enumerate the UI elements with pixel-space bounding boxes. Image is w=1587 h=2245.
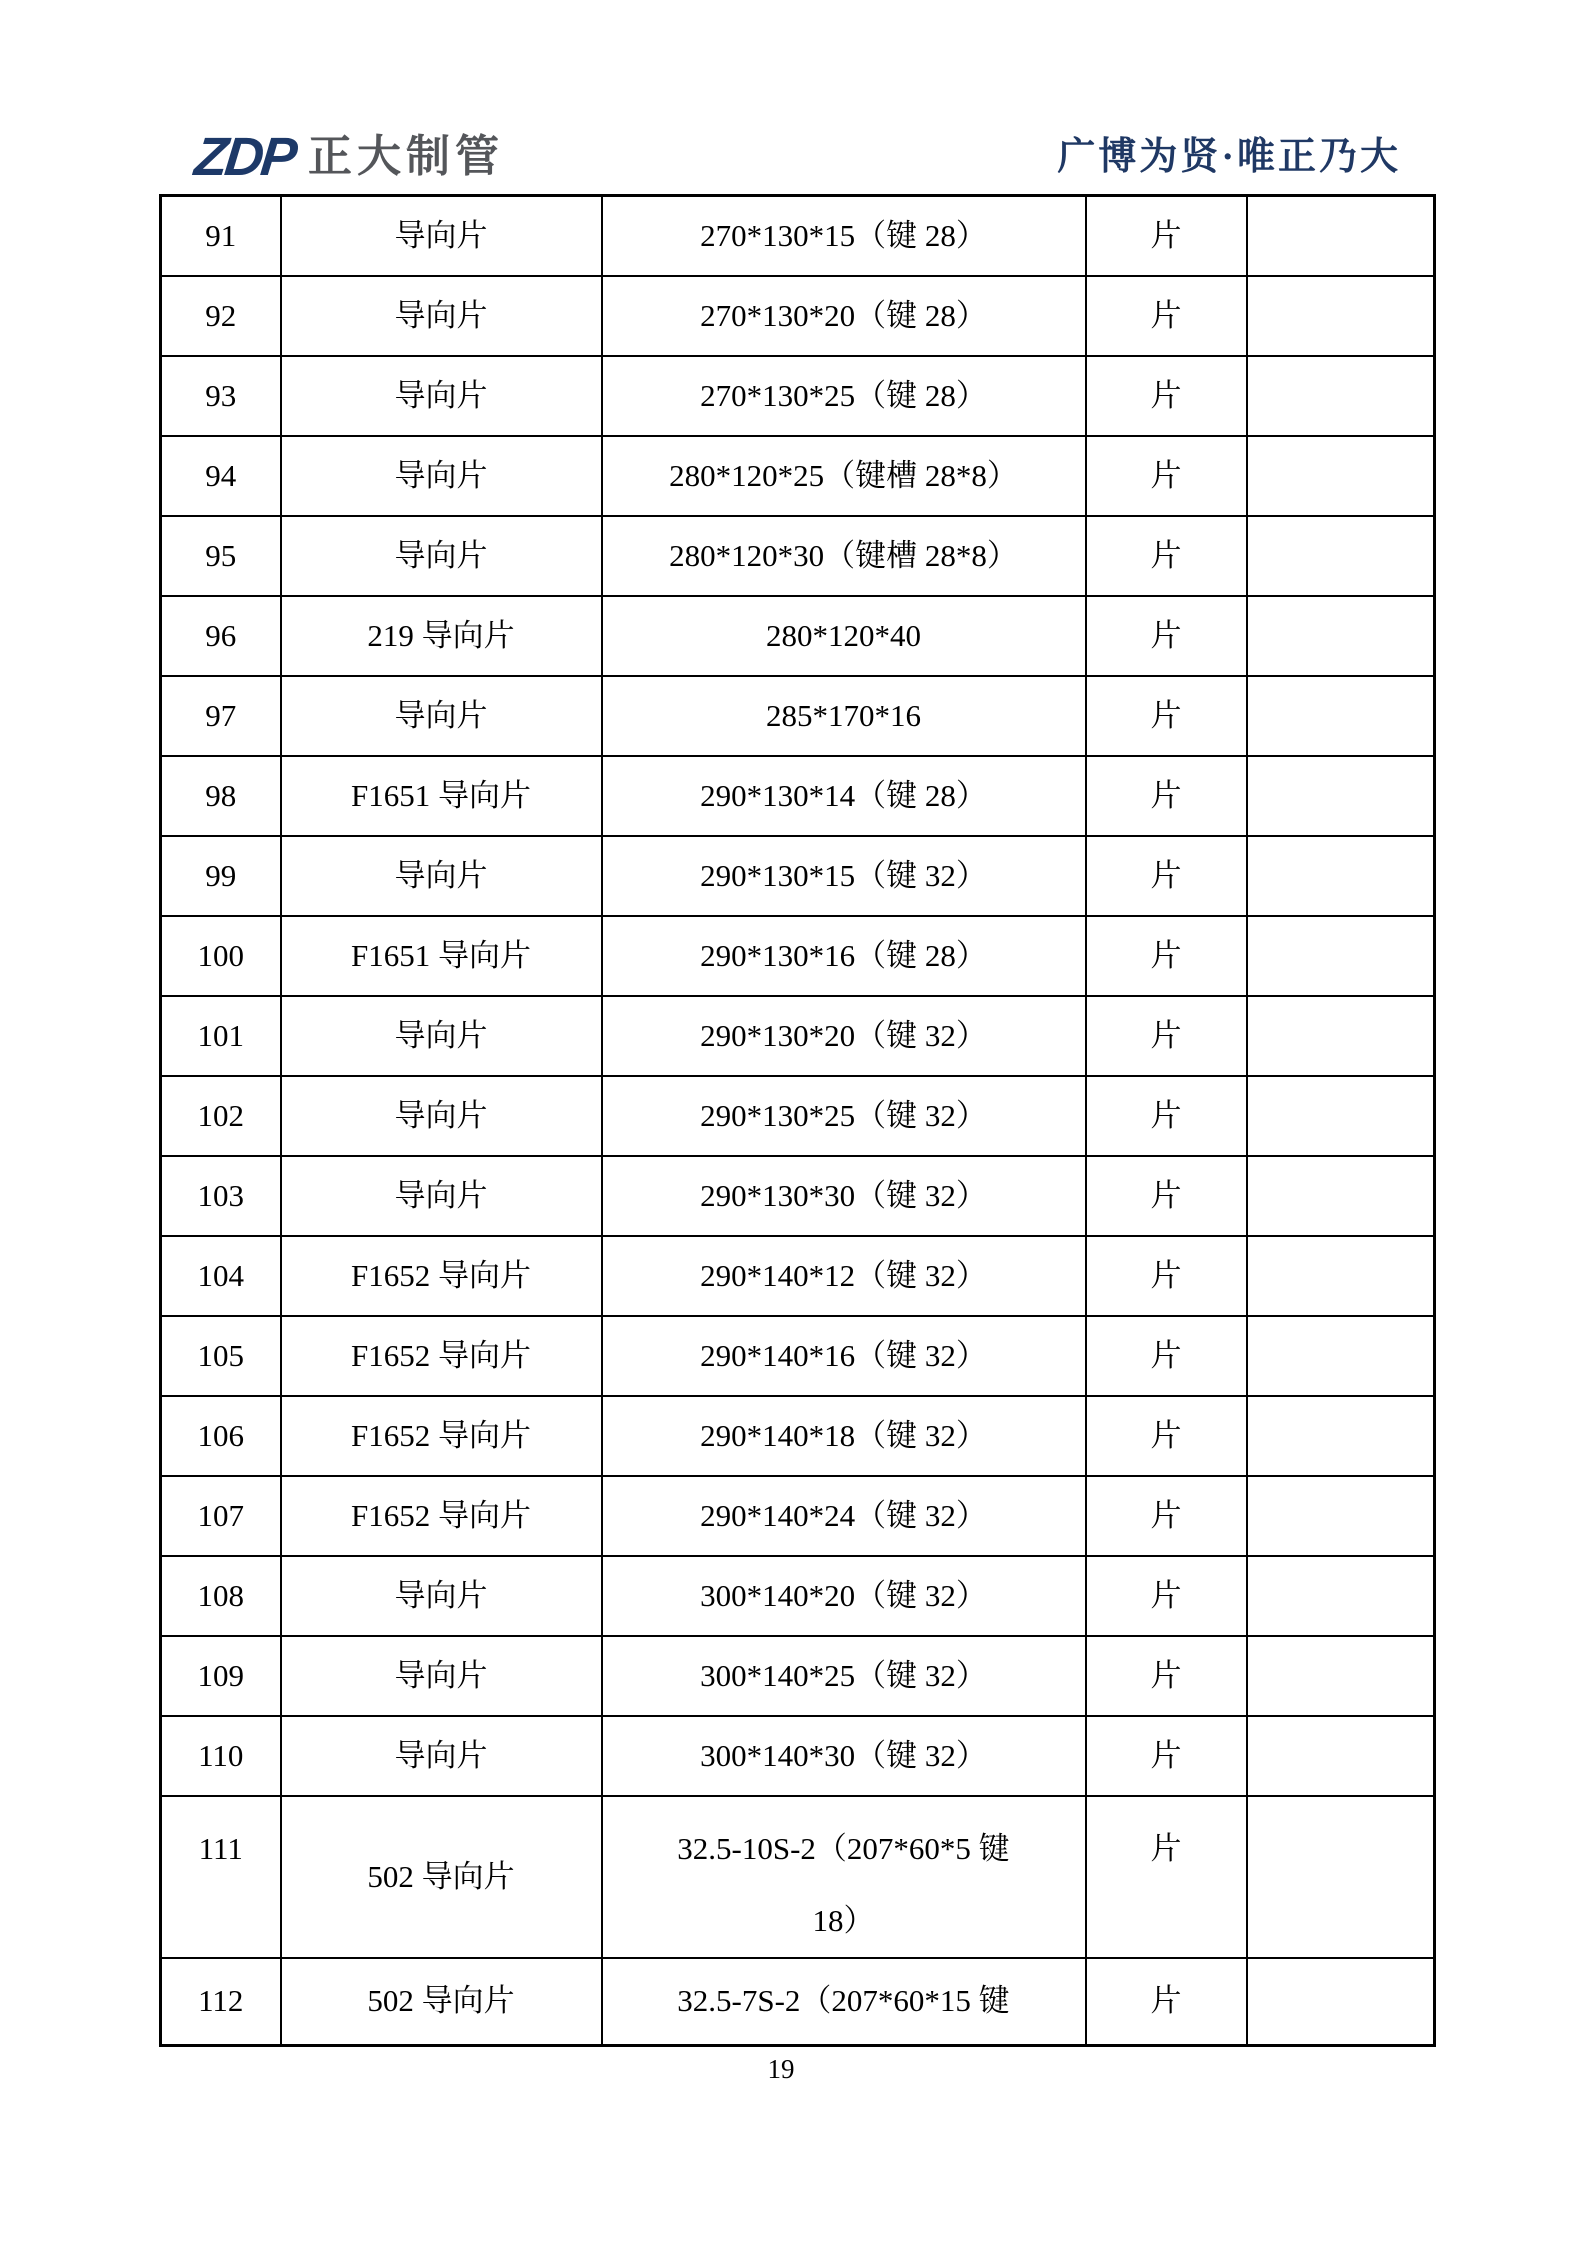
unit-cell	[1086, 1796, 1247, 1958]
part-name-cell	[281, 1958, 602, 2046]
unit-cell	[1086, 1556, 1247, 1636]
spec-cell	[602, 916, 1086, 996]
part-name-cell	[281, 1796, 602, 1958]
spec-line: 290*130*16（键 28）	[700, 937, 987, 973]
table-row	[161, 436, 1435, 516]
unit-cell-text: 片	[1150, 1497, 1182, 1533]
unit-cell-text: 片	[1150, 537, 1182, 573]
spec-line: 280*120*40	[766, 617, 921, 653]
unit-cell-text: 片	[1150, 457, 1182, 493]
part-name-cell-text: F1652 导向片	[351, 1337, 531, 1373]
unit-cell	[1086, 916, 1247, 996]
spec-line: 280*120*30（键槽 28*8）	[669, 537, 1018, 573]
table-row	[161, 1396, 1435, 1476]
part-name-cell	[281, 1476, 602, 1556]
part-name-cell	[281, 916, 602, 996]
row-number-cell-text: 104	[197, 1257, 244, 1293]
note-cell	[1247, 596, 1435, 676]
row-number-cell-text: 109	[197, 1657, 244, 1693]
spec-cell	[602, 1076, 1086, 1156]
note-cell	[1247, 676, 1435, 756]
part-name-cell	[281, 1556, 602, 1636]
spec-cell	[602, 1396, 1086, 1476]
spec-line: 280*120*25（键槽 28*8）	[669, 457, 1018, 493]
unit-cell	[1086, 1236, 1247, 1316]
row-number-cell	[161, 1636, 281, 1716]
row-number-cell	[161, 196, 281, 276]
table-row	[161, 1796, 1435, 1958]
spec-cell	[602, 516, 1086, 596]
spec-line: 290*130*15（键 32）	[700, 857, 987, 893]
part-name-cell-text: 导向片	[394, 537, 488, 573]
part-name-cell-text: 导向片	[394, 1097, 488, 1133]
part-name-cell	[281, 1156, 602, 1236]
zdp-logo-mark: ZDP	[191, 127, 298, 187]
part-name-cell-text: 导向片	[394, 1017, 488, 1053]
note-cell	[1247, 196, 1435, 276]
part-name-cell-text: 导向片	[394, 857, 488, 893]
spec-cell	[602, 676, 1086, 756]
spec-line: 18）	[812, 1902, 875, 1938]
unit-cell	[1086, 1636, 1247, 1716]
row-number-cell-text: 94	[205, 457, 237, 493]
unit-cell-text: 片	[1150, 617, 1182, 653]
unit-cell	[1086, 756, 1247, 836]
spec-line: 32.5-7S-2（207*60*15 键	[677, 1983, 1010, 2019]
unit-cell	[1086, 1476, 1247, 1556]
part-name-cell	[281, 1316, 602, 1396]
row-number-cell-text: 97	[205, 697, 237, 733]
table-row	[161, 676, 1435, 756]
row-number-cell-text: 112	[198, 1983, 244, 2019]
spec-line: 290*130*14（键 28）	[700, 777, 987, 813]
unit-cell	[1086, 996, 1247, 1076]
spec-line: 300*140*20（键 32）	[700, 1577, 987, 1613]
unit-cell	[1086, 356, 1247, 436]
part-name-cell	[281, 516, 602, 596]
note-cell	[1247, 916, 1435, 996]
note-cell	[1247, 1076, 1435, 1156]
row-number-cell-text: 92	[205, 297, 237, 333]
spec-cell	[602, 1316, 1086, 1396]
row-number-cell	[161, 1476, 281, 1556]
table-row	[161, 356, 1435, 436]
row-number-cell-text: 99	[205, 857, 237, 893]
table-row	[161, 1716, 1435, 1796]
note-cell	[1247, 1958, 1435, 2046]
row-number-cell-text: 110	[198, 1737, 244, 1773]
unit-cell-text: 片	[1150, 217, 1182, 253]
note-cell	[1247, 1236, 1435, 1316]
spec-line: 32.5-10S-2（207*60*5 键	[677, 1830, 1010, 1866]
part-name-cell	[281, 1236, 602, 1316]
company-logo	[191, 127, 504, 187]
spec-line: 290*140*16（键 32）	[700, 1337, 987, 1373]
unit-cell	[1086, 436, 1247, 516]
row-number-cell-text: 100	[197, 937, 244, 973]
table-row	[161, 196, 1435, 276]
row-number-cell	[161, 516, 281, 596]
part-name-cell	[281, 756, 602, 836]
unit-cell-text: 片	[1150, 1830, 1182, 1866]
spec-line: 270*130*15（键 28）	[700, 217, 987, 253]
unit-cell-text: 片	[1150, 1177, 1182, 1213]
unit-cell	[1086, 596, 1247, 676]
spec-cell	[602, 1796, 1086, 1958]
row-number-cell	[161, 1156, 281, 1236]
row-number-cell	[161, 916, 281, 996]
spec-cell	[602, 1556, 1086, 1636]
row-number-cell-text: 96	[205, 617, 237, 653]
table-row	[161, 836, 1435, 916]
table-row	[161, 1156, 1435, 1236]
unit-cell-text: 片	[1150, 1417, 1182, 1453]
unit-cell-text: 片	[1150, 1737, 1182, 1773]
row-number-cell	[161, 436, 281, 516]
spec-line: 290*130*30（键 32）	[700, 1177, 987, 1213]
table-row	[161, 276, 1435, 356]
spec-line: 290*140*12（键 32）	[700, 1257, 987, 1293]
unit-cell-text: 片	[1150, 297, 1182, 333]
part-name-cell-text: 导向片	[394, 377, 488, 413]
note-cell	[1247, 1716, 1435, 1796]
spec-line: 290*140*24（键 32）	[700, 1497, 987, 1533]
row-number-cell	[161, 356, 281, 436]
row-number-cell	[161, 1716, 281, 1796]
spec-line: 290*130*25（键 32）	[700, 1097, 987, 1133]
part-name-cell	[281, 836, 602, 916]
note-cell	[1247, 1636, 1435, 1716]
row-number-cell	[161, 276, 281, 356]
row-number-cell	[161, 996, 281, 1076]
part-name-cell-text: 502 导向片	[367, 1983, 515, 2019]
unit-cell-text: 片	[1150, 697, 1182, 733]
row-number-cell-text: 91	[205, 217, 237, 253]
unit-cell	[1086, 1076, 1247, 1156]
unit-cell	[1086, 1716, 1247, 1796]
unit-cell-text: 片	[1150, 1577, 1182, 1613]
row-number-cell	[161, 1316, 281, 1396]
table-row	[161, 1636, 1435, 1716]
spec-cell	[602, 1476, 1086, 1556]
unit-cell	[1086, 516, 1247, 596]
spec-cell	[602, 1236, 1086, 1316]
note-cell	[1247, 1556, 1435, 1636]
table-row	[161, 1958, 1435, 2046]
row-number-cell	[161, 1076, 281, 1156]
part-name-cell-text: 导向片	[394, 1657, 488, 1693]
unit-cell	[1086, 1958, 1247, 2046]
row-number-cell-text: 107	[197, 1497, 244, 1533]
note-cell	[1247, 756, 1435, 836]
note-cell	[1247, 1156, 1435, 1236]
unit-cell-text: 片	[1150, 857, 1182, 893]
unit-cell-text: 片	[1150, 377, 1182, 413]
spec-line: 290*130*20（键 32）	[700, 1017, 987, 1053]
spec-line: 270*130*20（键 28）	[700, 297, 987, 333]
part-name-cell	[281, 596, 602, 676]
note-cell	[1247, 1316, 1435, 1396]
part-name-cell-text: F1652 导向片	[351, 1497, 531, 1533]
table-row	[161, 1236, 1435, 1316]
row-number-cell	[161, 1236, 281, 1316]
part-name-cell	[281, 1076, 602, 1156]
row-number-cell	[161, 676, 281, 756]
part-name-cell	[281, 676, 602, 756]
note-cell	[1247, 1396, 1435, 1476]
spec-cell	[602, 196, 1086, 276]
part-name-cell	[281, 276, 602, 356]
part-name-cell-text: 导向片	[394, 1737, 488, 1773]
note-cell	[1247, 276, 1435, 356]
spec-line: 270*130*25（键 28）	[700, 377, 987, 413]
note-cell	[1247, 356, 1435, 436]
row-number-cell-text: 93	[205, 377, 237, 413]
row-number-cell-text: 101	[197, 1017, 244, 1053]
note-cell	[1247, 996, 1435, 1076]
unit-cell	[1086, 1156, 1247, 1236]
spec-cell	[602, 1156, 1086, 1236]
part-name-cell-text: 导向片	[394, 1177, 488, 1213]
part-name-cell	[281, 1636, 602, 1716]
spec-cell	[602, 836, 1086, 916]
unit-cell	[1086, 196, 1247, 276]
unit-cell-text: 片	[1150, 937, 1182, 973]
spec-cell	[602, 276, 1086, 356]
unit-cell-text: 片	[1150, 1983, 1182, 2019]
page-number: 19	[767, 2054, 795, 2084]
part-name-cell-text: 导向片	[394, 457, 488, 493]
parts-table	[159, 194, 1436, 2047]
spec-line: 300*140*30（键 32）	[700, 1737, 987, 1773]
unit-cell-text: 片	[1150, 1257, 1182, 1293]
row-number-cell-text: 108	[197, 1577, 244, 1613]
row-number-cell-text: 103	[197, 1177, 244, 1213]
note-cell	[1247, 1796, 1435, 1958]
row-number-cell-text: 111	[198, 1830, 243, 1866]
part-name-cell	[281, 196, 602, 276]
row-number-cell-text: 98	[205, 777, 237, 813]
row-number-cell-text: 102	[197, 1097, 244, 1133]
spec-line: 290*140*18（键 32）	[700, 1417, 987, 1453]
part-name-cell-text: F1651 导向片	[351, 937, 531, 973]
table-row	[161, 516, 1435, 596]
part-name-cell	[281, 996, 602, 1076]
part-name-cell-text: 导向片	[394, 217, 488, 253]
part-name-cell	[281, 1716, 602, 1796]
spec-cell	[602, 436, 1086, 516]
spec-cell	[602, 356, 1086, 436]
row-number-cell-text: 105	[197, 1337, 244, 1373]
spec-cell	[602, 756, 1086, 836]
row-number-cell	[161, 1958, 281, 2046]
part-name-cell-text: F1652 导向片	[351, 1257, 531, 1293]
part-name-cell-text: F1651 导向片	[351, 777, 531, 813]
unit-cell	[1086, 1396, 1247, 1476]
row-number-cell	[161, 1396, 281, 1476]
part-name-cell	[281, 356, 602, 436]
unit-cell	[1086, 676, 1247, 756]
spec-cell	[602, 996, 1086, 1076]
unit-cell-text: 片	[1150, 777, 1182, 813]
note-cell	[1247, 836, 1435, 916]
spec-cell	[602, 1958, 1086, 2046]
table-row	[161, 916, 1435, 996]
note-cell	[1247, 1476, 1435, 1556]
part-name-cell	[281, 436, 602, 516]
part-name-cell	[281, 1396, 602, 1476]
note-cell	[1247, 516, 1435, 596]
company-name: 正大制管	[308, 132, 504, 181]
row-number-cell-text: 95	[205, 537, 237, 573]
row-number-cell	[161, 596, 281, 676]
unit-cell	[1086, 1316, 1247, 1396]
row-number-cell	[161, 1556, 281, 1636]
row-number-cell-text: 106	[197, 1417, 244, 1453]
row-number-cell	[161, 836, 281, 916]
part-name-cell-text: 导向片	[394, 1577, 488, 1613]
spec-line: 285*170*16	[766, 697, 921, 733]
unit-cell-text: 片	[1150, 1097, 1182, 1133]
unit-cell	[1086, 276, 1247, 356]
table-row	[161, 756, 1435, 836]
note-cell	[1247, 436, 1435, 516]
spec-line: 300*140*25（键 32）	[700, 1657, 987, 1693]
part-name-cell-text: 502 导向片	[367, 1858, 515, 1894]
unit-cell-text: 片	[1150, 1017, 1182, 1053]
spec-cell	[602, 596, 1086, 676]
unit-cell-text: 片	[1150, 1657, 1182, 1693]
company-tagline: 广博为贤·唯正乃大	[1057, 136, 1401, 178]
table-row	[161, 1076, 1435, 1156]
table-row	[161, 1316, 1435, 1396]
unit-cell-text: 片	[1150, 1337, 1182, 1373]
row-number-cell	[161, 756, 281, 836]
part-name-cell-text: 导向片	[394, 297, 488, 333]
part-name-cell-text: F1652 导向片	[351, 1417, 531, 1453]
table-row	[161, 1556, 1435, 1636]
spec-cell	[602, 1716, 1086, 1796]
table-row	[161, 596, 1435, 676]
part-name-cell-text: 219 导向片	[367, 617, 515, 653]
unit-cell	[1086, 836, 1247, 916]
table-row	[161, 996, 1435, 1076]
part-name-cell-text: 导向片	[394, 697, 488, 733]
table-row	[161, 1476, 1435, 1556]
row-number-cell	[161, 1796, 281, 1958]
parts-table-body	[161, 196, 1435, 2046]
spec-cell	[602, 1636, 1086, 1716]
